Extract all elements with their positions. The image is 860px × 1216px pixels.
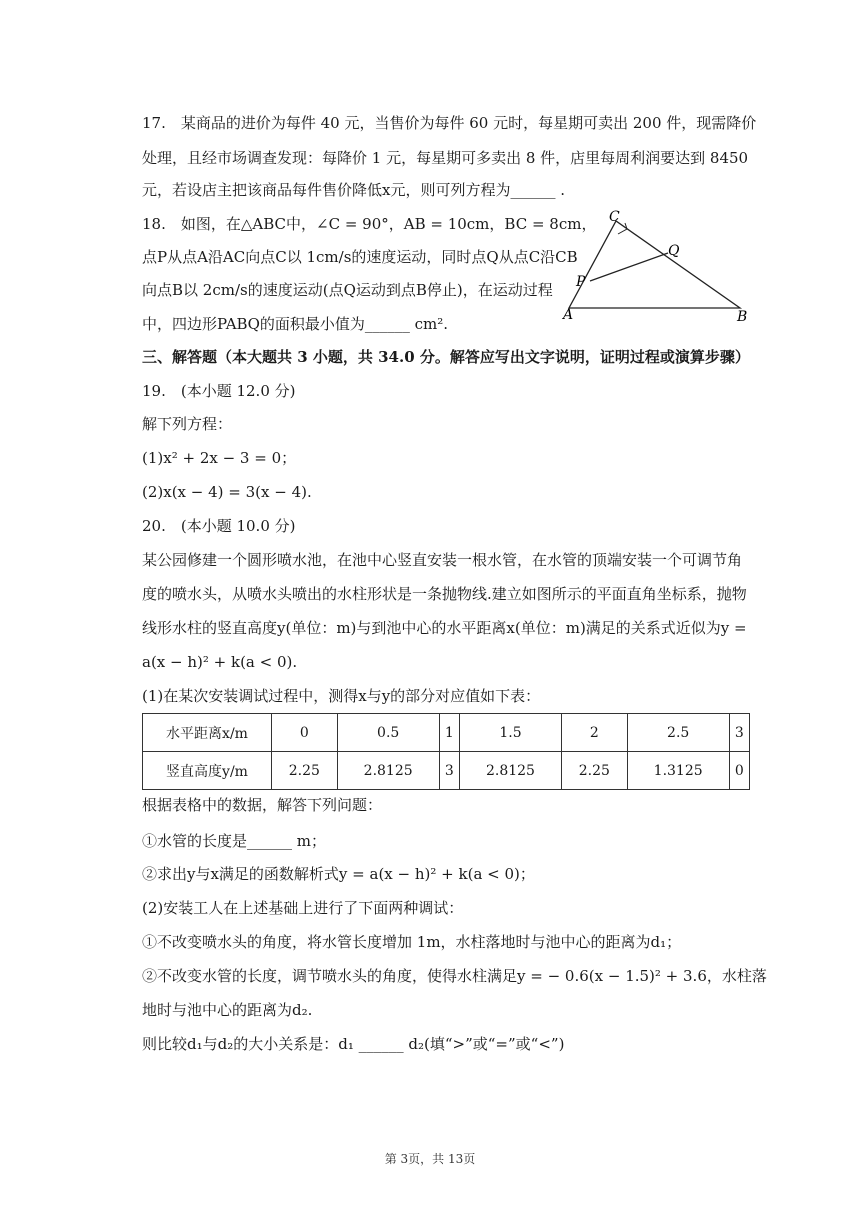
triangle-figure [560, 208, 760, 330]
problem-19-eq-1: (1)x² + 2x − 3 = 0； [142, 449, 297, 467]
label-b: B [737, 309, 748, 325]
xy-table [142, 713, 750, 790]
table-cell: 2.25 [562, 752, 628, 790]
problem-20-header: 20. (本小题 10.0 分) [142, 517, 296, 535]
problem-20-adjust-3: 地时与池中心的距离为d₂. [142, 1001, 313, 1019]
table-cell: 0.5 [337, 714, 439, 752]
problem-20-compare: 则比较d₁与d₂的大小关系是：d₁ ______ d₂(填“>”或“=”或“<”) [142, 1035, 565, 1053]
problem-17-line-3: 元，若设店主把该商品每件售价降低x元，则可列方程为______ . [142, 181, 565, 199]
table-row [143, 714, 750, 752]
table-cell: 1.5 [459, 714, 561, 752]
label-c: C [609, 209, 620, 225]
table-cell: 0 [729, 752, 749, 790]
table-cell: 2.8125 [337, 752, 439, 790]
page-footer: 第 3页，共 13页 [384, 1152, 476, 1166]
table-cell: 3 [729, 714, 749, 752]
problem-18-line-4: 中，四边形PABQ的面积最小值为______ cm². [142, 315, 449, 333]
problem-20-part-1: (1)在某次安装调试过程中，测得x与y的部分对应值如下表： [142, 687, 541, 705]
problem-20-adjust-1: ①不改变喷水头的角度，将水管长度增加 1m，水柱落地时与池中心的距离为d₁； [142, 933, 682, 951]
table-cell: 0 [272, 714, 338, 752]
problem-17-line-2: 处理，且经市场调查发现：每降价 1 元，每星期可多卖出 8 件，店里每周利润要达到 8450 [142, 149, 749, 167]
table-row [143, 752, 750, 790]
problem-20-part-2: (2)安装工人在上述基础上进行了下面两种调试： [142, 899, 464, 917]
problem-19-eq-2: (2)x(x − 4) = 3(x − 4). [142, 483, 312, 501]
table-header-y: 竖直高度y/m [143, 752, 272, 790]
label-p: P [576, 274, 586, 290]
problem-19-header: 19. (本小题 12.0 分) [142, 382, 296, 400]
label-q: Q [668, 243, 680, 259]
problem-20-question-2: ②求出y与x满足的函数解析式y = a(x − h)² + k(a < 0)； [142, 865, 535, 883]
problem-20-question-1: ①水管的长度是______ m； [142, 832, 326, 850]
problem-19-intro: 解下列方程： [142, 415, 233, 433]
problem-20-line-2: 度的喷水头，从喷水头喷出的水柱形状是一条抛物线.建立如图所示的平面直角坐标系，抛物 [142, 585, 747, 603]
table-cell: 3 [439, 752, 459, 790]
problem-20-after-table: 根据表格中的数据，解答下列问题： [142, 796, 383, 814]
problem-17-line-1: 17. 某商品的进价为每件 40 元，当售价为每件 60 元时，每星期可卖出 200 件，现需降价 [142, 114, 757, 132]
problem-20-line-3: 线形水柱的竖直高度y(单位：m)与到池中心的水平距离x(单位：m)满足的关系式近似为y = [142, 619, 747, 637]
problem-20-line-4: a(x − h)² + k(a < 0). [142, 653, 298, 671]
section-3-heading: 三、解答题（本大题共 3 小题，共 34.0 分。解答应写出文字说明，证明过程或演算步骤） [142, 348, 750, 366]
table-header-x: 水平距离x/m [143, 714, 272, 752]
problem-20-adjust-2: ②不改变水管的长度，调节喷水头的角度，使得水柱满足y = − 0.6(x − 1.5)² + 3.6，水柱落 [142, 967, 767, 985]
label-a: A [563, 307, 574, 323]
table-cell: 2.8125 [459, 752, 561, 790]
problem-18-line-3: 向点B以 2cm/s的速度运动(点Q运动到点B停止)，在运动过程 [142, 281, 553, 299]
table-cell: 2.5 [627, 714, 729, 752]
table-cell: 2.25 [272, 752, 338, 790]
table-cell: 1.3125 [627, 752, 729, 790]
problem-18-line-2: 点P从点A沿AC向点C以 1cm/s的速度运动，同时点Q从点C沿CB [142, 248, 578, 266]
table-cell: 2 [562, 714, 628, 752]
problem-20-line-1: 某公园修建一个圆形喷水池，在池中心竖直安装一根水管，在水管的顶端安装一个可调节角 [142, 551, 743, 569]
table-cell: 1 [439, 714, 459, 752]
problem-18-line-1: 18. 如图，在△ABC中，∠C = 90°，AB = 10cm，BC = 8cm， [142, 215, 597, 233]
